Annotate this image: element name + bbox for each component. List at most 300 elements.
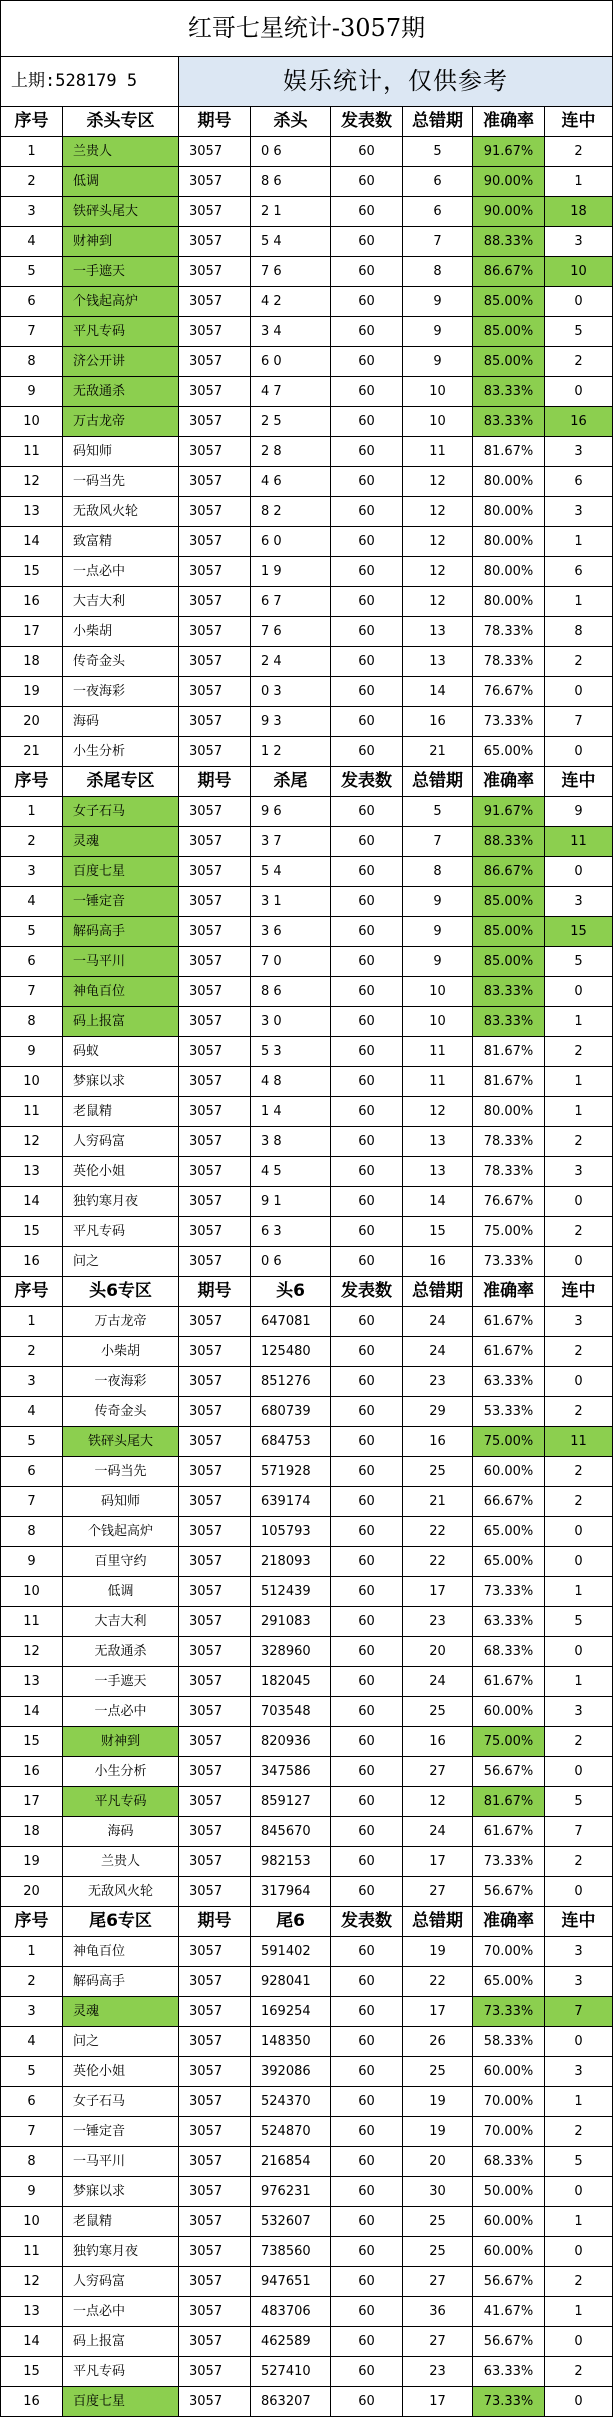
- posts-cell: 60: [331, 317, 403, 347]
- prediction-cell: 1 4: [251, 1097, 331, 1127]
- streak-cell: 3: [545, 1157, 613, 1187]
- prediction-cell: 976231: [251, 2177, 331, 2207]
- posts-cell: 60: [331, 797, 403, 827]
- rank-cell: 21: [1, 737, 63, 767]
- accuracy-cell: 56.67%: [473, 1877, 545, 1907]
- accuracy-cell: 83.33%: [473, 1007, 545, 1037]
- table-row: [1, 1877, 613, 1907]
- prediction-cell: 169254: [251, 1997, 331, 2027]
- streak-cell: 2: [545, 2267, 613, 2297]
- streak-cell: 7: [545, 1997, 613, 2027]
- table-row: [1, 467, 613, 497]
- prediction-cell: 524370: [251, 2087, 331, 2117]
- issue-cell: 3057: [179, 1757, 251, 1787]
- streak-cell: 3: [545, 497, 613, 527]
- table-row: [1, 1457, 613, 1487]
- expert-name-cell: 一锤定音: [63, 887, 179, 917]
- rank-cell: 4: [1, 887, 63, 917]
- accuracy-cell: 86.67%: [473, 857, 545, 887]
- table-row: [1, 407, 613, 437]
- accuracy-cell: 50.00%: [473, 2177, 545, 2207]
- streak-cell: 11: [545, 1427, 613, 1457]
- error-count-cell: 13: [403, 1157, 473, 1187]
- expert-name-cell: 传奇金头: [63, 647, 179, 677]
- prediction-cell: 6 0: [251, 347, 331, 377]
- error-count-cell: 12: [403, 467, 473, 497]
- prediction-cell: 4 7: [251, 377, 331, 407]
- table-row: [1, 197, 613, 227]
- posts-cell: 60: [331, 887, 403, 917]
- prediction-cell: 148350: [251, 2027, 331, 2057]
- error-count-cell: 27: [403, 1877, 473, 1907]
- rank-cell: 13: [1, 497, 63, 527]
- table-row: [1, 287, 613, 317]
- prediction-cell: 483706: [251, 2297, 331, 2327]
- rank-cell: 6: [1, 947, 63, 977]
- streak-cell: 1: [545, 2087, 613, 2117]
- expert-name-cell: 解码高手: [63, 1967, 179, 1997]
- expert-name-cell: 女子石马: [63, 797, 179, 827]
- prediction-cell: 9 1: [251, 1187, 331, 1217]
- column-header: 准确率: [473, 107, 545, 137]
- prediction-cell: 738560: [251, 2237, 331, 2267]
- expert-name-cell: 梦寐以求: [63, 2177, 179, 2207]
- error-count-cell: 11: [403, 1067, 473, 1097]
- rank-cell: 16: [1, 587, 63, 617]
- issue-cell: 3057: [179, 617, 251, 647]
- streak-cell: 2: [545, 647, 613, 677]
- issue-cell: 3057: [179, 1427, 251, 1457]
- expert-name-cell: 无敌通杀: [63, 1637, 179, 1667]
- streak-cell: 0: [545, 2237, 613, 2267]
- table-row: [1, 377, 613, 407]
- table-row: [1, 137, 613, 167]
- table-row: [1, 497, 613, 527]
- streak-cell: 0: [545, 857, 613, 887]
- column-header: 准确率: [473, 767, 545, 797]
- prediction-cell: 4 8: [251, 1067, 331, 1097]
- prediction-cell: 591402: [251, 1937, 331, 1967]
- issue-cell: 3057: [179, 1727, 251, 1757]
- table-row: [1, 2327, 613, 2357]
- error-count-cell: 23: [403, 1607, 473, 1637]
- error-count-cell: 9: [403, 287, 473, 317]
- error-count-cell: 22: [403, 1517, 473, 1547]
- posts-cell: 60: [331, 137, 403, 167]
- rank-cell: 8: [1, 1007, 63, 1037]
- issue-cell: 3057: [179, 1997, 251, 2027]
- accuracy-cell: 56.67%: [473, 2267, 545, 2297]
- info-row: [1, 57, 613, 107]
- error-count-cell: 5: [403, 797, 473, 827]
- rank-cell: 12: [1, 2267, 63, 2297]
- expert-name-cell: 致富精: [63, 527, 179, 557]
- issue-cell: 3057: [179, 1817, 251, 1847]
- posts-cell: 60: [331, 1967, 403, 1997]
- expert-name-cell: 码上报富: [63, 1007, 179, 1037]
- issue-cell: 3057: [179, 377, 251, 407]
- streak-cell: 2: [545, 1127, 613, 1157]
- streak-cell: 1: [545, 1667, 613, 1697]
- accuracy-cell: 60.00%: [473, 2207, 545, 2237]
- rank-cell: 14: [1, 2327, 63, 2357]
- streak-cell: 2: [545, 1457, 613, 1487]
- prediction-cell: 2 1: [251, 197, 331, 227]
- expert-name-cell: 低调: [63, 167, 179, 197]
- posts-cell: 60: [331, 1187, 403, 1217]
- posts-cell: 60: [331, 1367, 403, 1397]
- rank-cell: 4: [1, 2027, 63, 2057]
- accuracy-cell: 56.67%: [473, 1757, 545, 1787]
- table-row: [1, 1127, 613, 1157]
- posts-cell: 60: [331, 227, 403, 257]
- issue-cell: 3057: [179, 1307, 251, 1337]
- prediction-cell: 9 3: [251, 707, 331, 737]
- column-header: 总错期: [403, 767, 473, 797]
- column-header: 期号: [179, 1907, 251, 1937]
- prediction-cell: 863207: [251, 2387, 331, 2417]
- streak-cell: 0: [545, 977, 613, 1007]
- error-count-cell: 10: [403, 1007, 473, 1037]
- streak-cell: 0: [545, 2327, 613, 2357]
- issue-cell: 3057: [179, 1217, 251, 1247]
- column-header: 连中: [545, 107, 613, 137]
- expert-name-cell: 码蚁: [63, 1037, 179, 1067]
- accuracy-cell: 61.67%: [473, 1337, 545, 1367]
- issue-cell: 3057: [179, 737, 251, 767]
- expert-name-cell: 神龟百位: [63, 977, 179, 1007]
- prediction-cell: 7 0: [251, 947, 331, 977]
- error-count-cell: 27: [403, 1757, 473, 1787]
- streak-cell: 2: [545, 2357, 613, 2387]
- table-row: [1, 1637, 613, 1667]
- table-row: [1, 917, 613, 947]
- prediction-cell: 4 2: [251, 287, 331, 317]
- streak-cell: 0: [545, 1517, 613, 1547]
- prediction-cell: 527410: [251, 2357, 331, 2387]
- error-count-cell: 16: [403, 1247, 473, 1277]
- accuracy-cell: 85.00%: [473, 887, 545, 917]
- error-count-cell: 24: [403, 1337, 473, 1367]
- expert-name-cell: 铁砰头尾大: [63, 197, 179, 227]
- issue-cell: 3057: [179, 2327, 251, 2357]
- posts-cell: 60: [331, 1637, 403, 1667]
- posts-cell: 60: [331, 407, 403, 437]
- expert-name-cell: 一点必中: [63, 557, 179, 587]
- column-header: 尾6专区: [63, 1907, 179, 1937]
- streak-cell: 1: [545, 1067, 613, 1097]
- rank-cell: 1: [1, 137, 63, 167]
- prediction-cell: 3 7: [251, 827, 331, 857]
- rank-cell: 10: [1, 2207, 63, 2237]
- accuracy-cell: 65.00%: [473, 1547, 545, 1577]
- posts-cell: 60: [331, 2117, 403, 2147]
- prediction-cell: 462589: [251, 2327, 331, 2357]
- rank-cell: 4: [1, 227, 63, 257]
- column-header: 总错期: [403, 1907, 473, 1937]
- error-count-cell: 24: [403, 1667, 473, 1697]
- posts-cell: 60: [331, 1097, 403, 1127]
- rank-cell: 2: [1, 1337, 63, 1367]
- rank-cell: 18: [1, 647, 63, 677]
- title-row: [1, 1, 613, 57]
- accuracy-cell: 85.00%: [473, 917, 545, 947]
- expert-name-cell: 一马平川: [63, 947, 179, 977]
- prediction-cell: 3 6: [251, 917, 331, 947]
- column-header: 序号: [1, 1907, 63, 1937]
- expert-name-cell: 兰贵人: [63, 1847, 179, 1877]
- table-row: [1, 1847, 613, 1877]
- posts-cell: 60: [331, 1547, 403, 1577]
- streak-cell: 0: [545, 1877, 613, 1907]
- posts-cell: 60: [331, 1337, 403, 1367]
- prediction-cell: 8 6: [251, 977, 331, 1007]
- issue-cell: 3057: [179, 947, 251, 977]
- posts-cell: 60: [331, 917, 403, 947]
- accuracy-cell: 63.33%: [473, 2357, 545, 2387]
- prediction-cell: 512439: [251, 1577, 331, 1607]
- table-row: [1, 1517, 613, 1547]
- rank-cell: 15: [1, 2357, 63, 2387]
- error-count-cell: 30: [403, 2177, 473, 2207]
- posts-cell: 60: [331, 1697, 403, 1727]
- table-row: [1, 557, 613, 587]
- posts-cell: 60: [331, 827, 403, 857]
- disclaimer-banner: 娱乐统计，仅供参考: [179, 57, 613, 107]
- streak-cell: 2: [545, 1217, 613, 1247]
- rank-cell: 20: [1, 707, 63, 737]
- prediction-cell: 5 4: [251, 227, 331, 257]
- streak-cell: 0: [545, 737, 613, 767]
- accuracy-cell: 56.67%: [473, 2327, 545, 2357]
- table-row: [1, 1937, 613, 1967]
- accuracy-cell: 80.00%: [473, 497, 545, 527]
- accuracy-cell: 63.33%: [473, 1367, 545, 1397]
- accuracy-cell: 73.33%: [473, 2387, 545, 2417]
- rank-cell: 14: [1, 1187, 63, 1217]
- expert-name-cell: 大吉大利: [63, 1607, 179, 1637]
- error-count-cell: 21: [403, 737, 473, 767]
- posts-cell: 60: [331, 1517, 403, 1547]
- prediction-cell: 845670: [251, 1817, 331, 1847]
- rank-cell: 20: [1, 1877, 63, 1907]
- prediction-cell: 317964: [251, 1877, 331, 1907]
- table-row: [1, 437, 613, 467]
- expert-name-cell: 一夜海彩: [63, 677, 179, 707]
- issue-cell: 3057: [179, 2297, 251, 2327]
- accuracy-cell: 80.00%: [473, 527, 545, 557]
- table-row: [1, 2057, 613, 2087]
- error-count-cell: 6: [403, 197, 473, 227]
- expert-name-cell: 百度七星: [63, 2387, 179, 2417]
- expert-name-cell: 百度七星: [63, 857, 179, 887]
- accuracy-cell: 81.67%: [473, 437, 545, 467]
- posts-cell: 60: [331, 1487, 403, 1517]
- table-row: [1, 827, 613, 857]
- posts-cell: 60: [331, 1577, 403, 1607]
- streak-cell: 1: [545, 167, 613, 197]
- rank-cell: 3: [1, 1367, 63, 1397]
- streak-cell: 1: [545, 2207, 613, 2237]
- issue-cell: 3057: [179, 587, 251, 617]
- prediction-cell: 982153: [251, 1847, 331, 1877]
- expert-name-cell: 一码当先: [63, 467, 179, 497]
- error-count-cell: 16: [403, 1727, 473, 1757]
- expert-name-cell: 老鼠精: [63, 1097, 179, 1127]
- accuracy-cell: 91.67%: [473, 137, 545, 167]
- expert-name-cell: 一点必中: [63, 2297, 179, 2327]
- table-row: [1, 977, 613, 1007]
- expert-name-cell: 无敌风火轮: [63, 1877, 179, 1907]
- column-header: 杀尾: [251, 767, 331, 797]
- rank-cell: 15: [1, 557, 63, 587]
- expert-name-cell: 济公开讲: [63, 347, 179, 377]
- streak-cell: 0: [545, 677, 613, 707]
- table-row: [1, 2027, 613, 2057]
- table-row: [1, 2087, 613, 2117]
- rank-cell: 13: [1, 1667, 63, 1697]
- table-row: [1, 1997, 613, 2027]
- issue-cell: 3057: [179, 647, 251, 677]
- prediction-cell: 524870: [251, 2117, 331, 2147]
- rank-cell: 11: [1, 1607, 63, 1637]
- streak-cell: 1: [545, 1007, 613, 1037]
- column-header: 发表数: [331, 767, 403, 797]
- accuracy-cell: 60.00%: [473, 2237, 545, 2267]
- accuracy-cell: 83.33%: [473, 407, 545, 437]
- error-count-cell: 7: [403, 227, 473, 257]
- error-count-cell: 25: [403, 2237, 473, 2267]
- table-row: [1, 887, 613, 917]
- streak-cell: 3: [545, 887, 613, 917]
- issue-cell: 3057: [179, 1577, 251, 1607]
- accuracy-cell: 80.00%: [473, 587, 545, 617]
- issue-cell: 3057: [179, 1877, 251, 1907]
- expert-name-cell: 小生分析: [63, 737, 179, 767]
- streak-cell: 0: [545, 2387, 613, 2417]
- issue-cell: 3057: [179, 317, 251, 347]
- posts-cell: 60: [331, 1607, 403, 1637]
- expert-name-cell: 一手遮天: [63, 257, 179, 287]
- expert-name-cell: 问之: [63, 1247, 179, 1277]
- issue-cell: 3057: [179, 1967, 251, 1997]
- error-count-cell: 9: [403, 317, 473, 347]
- accuracy-cell: 65.00%: [473, 1517, 545, 1547]
- table-row: [1, 527, 613, 557]
- issue-cell: 3057: [179, 707, 251, 737]
- posts-cell: 60: [331, 1847, 403, 1877]
- error-count-cell: 19: [403, 2087, 473, 2117]
- rank-cell: 12: [1, 467, 63, 497]
- table-row: [1, 1817, 613, 1847]
- error-count-cell: 14: [403, 1187, 473, 1217]
- prediction-cell: 2 4: [251, 647, 331, 677]
- rank-cell: 16: [1, 1247, 63, 1277]
- table-row: [1, 1217, 613, 1247]
- expert-name-cell: 平凡专码: [63, 317, 179, 347]
- expert-name-cell: 传奇金头: [63, 1397, 179, 1427]
- posts-cell: 60: [331, 1667, 403, 1697]
- accuracy-cell: 78.33%: [473, 1127, 545, 1157]
- accuracy-cell: 73.33%: [473, 707, 545, 737]
- streak-cell: 1: [545, 587, 613, 617]
- column-header: 准确率: [473, 1277, 545, 1307]
- posts-cell: 60: [331, 1007, 403, 1037]
- table-row: [1, 1547, 613, 1577]
- expert-name-cell: 财神到: [63, 227, 179, 257]
- column-header: 尾6: [251, 1907, 331, 1937]
- error-count-cell: 16: [403, 707, 473, 737]
- expert-name-cell: 一点必中: [63, 1697, 179, 1727]
- error-count-cell: 25: [403, 2207, 473, 2237]
- issue-cell: 3057: [179, 2027, 251, 2057]
- table-row: [1, 1307, 613, 1337]
- issue-cell: 3057: [179, 2147, 251, 2177]
- error-count-cell: 14: [403, 677, 473, 707]
- streak-cell: 2: [545, 1037, 613, 1067]
- error-count-cell: 26: [403, 2027, 473, 2057]
- issue-cell: 3057: [179, 887, 251, 917]
- prediction-cell: 820936: [251, 1727, 331, 1757]
- posts-cell: 60: [331, 947, 403, 977]
- table-row: [1, 1187, 613, 1217]
- table-row: [1, 617, 613, 647]
- accuracy-cell: 80.00%: [473, 557, 545, 587]
- streak-cell: 3: [545, 1967, 613, 1997]
- posts-cell: 60: [331, 2237, 403, 2267]
- accuracy-cell: 70.00%: [473, 1937, 545, 1967]
- prediction-cell: 6 0: [251, 527, 331, 557]
- rank-cell: 2: [1, 827, 63, 857]
- table-row: [1, 677, 613, 707]
- table-row: [1, 1097, 613, 1127]
- column-header: 序号: [1, 107, 63, 137]
- table-row: [1, 167, 613, 197]
- prediction-cell: 4 6: [251, 467, 331, 497]
- streak-cell: 0: [545, 287, 613, 317]
- streak-cell: 15: [545, 917, 613, 947]
- posts-cell: 60: [331, 1937, 403, 1967]
- issue-cell: 3057: [179, 1337, 251, 1367]
- expert-name-cell: 大吉大利: [63, 587, 179, 617]
- prediction-cell: 3 1: [251, 887, 331, 917]
- rank-cell: 17: [1, 617, 63, 647]
- error-count-cell: 27: [403, 2267, 473, 2297]
- table-row: [1, 257, 613, 287]
- posts-cell: 60: [331, 1757, 403, 1787]
- kill-head-section-header: [1, 107, 613, 137]
- column-header: 准确率: [473, 1907, 545, 1937]
- table-row: [1, 1337, 613, 1367]
- table-row: [1, 2297, 613, 2327]
- prediction-cell: 0 6: [251, 1247, 331, 1277]
- issue-cell: 3057: [179, 677, 251, 707]
- error-count-cell: 20: [403, 2147, 473, 2177]
- error-count-cell: 24: [403, 1817, 473, 1847]
- rank-cell: 13: [1, 2297, 63, 2327]
- posts-cell: 60: [331, 1727, 403, 1757]
- table-row: [1, 2177, 613, 2207]
- streak-cell: 1: [545, 2297, 613, 2327]
- expert-name-cell: 万古龙帝: [63, 407, 179, 437]
- posts-cell: 60: [331, 257, 403, 287]
- table-row: [1, 647, 613, 677]
- posts-cell: 60: [331, 1157, 403, 1187]
- accuracy-cell: 75.00%: [473, 1727, 545, 1757]
- posts-cell: 60: [331, 347, 403, 377]
- posts-cell: 60: [331, 707, 403, 737]
- rank-cell: 19: [1, 1847, 63, 1877]
